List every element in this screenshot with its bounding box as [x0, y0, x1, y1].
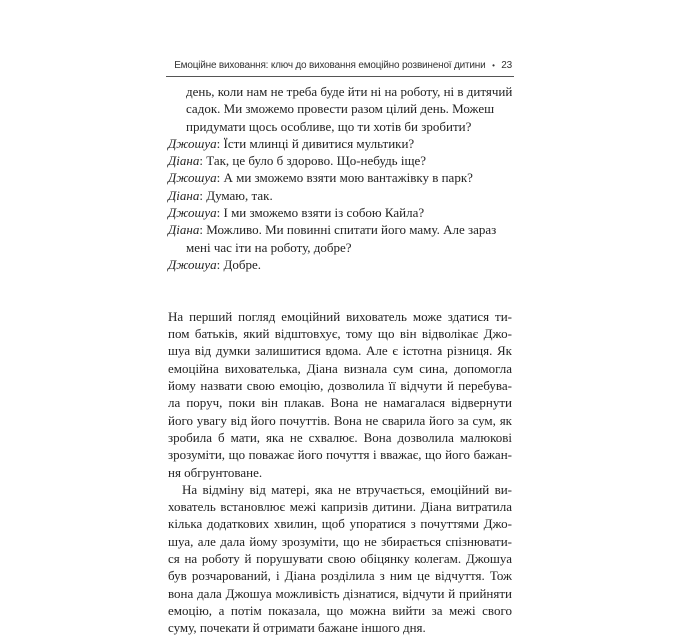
speaker-name: Діана	[168, 153, 200, 169]
page-number: 23	[501, 60, 512, 71]
dialogue-line	[168, 239, 512, 256]
paragraph-line: його увагу від його почуттів. Вона не сварила його за сум, як	[168, 412, 512, 428]
page-body	[168, 83, 512, 637]
paragraph-line: шуа від думки залишитися вдома. Але є істотна різниця. Як	[168, 343, 512, 359]
dialogue-text: : І ми зможемо взяти із собою Кайла?	[216, 205, 425, 221]
dialogue-line	[168, 152, 512, 169]
speaker-name: Діана	[168, 187, 200, 203]
paragraph-line: емоційна вихователька, Діана визнала сум сина, допомогла	[168, 360, 512, 376]
dialogue-text: : Так, це було б здорово. Що-небудь іще?	[199, 153, 427, 169]
paragraph-line: ся на роботу й порушувати свою обіцянку колегам. Джошуа	[168, 551, 512, 567]
paragraph-line: суму, почекати й отримати бажане іншого дня.	[168, 620, 426, 636]
speaker-name: Джошуа	[168, 135, 217, 151]
dialogue-continuation-line: садок. Ми зможемо провести разом цілий день. Можеш	[186, 101, 495, 117]
paragraph-line: ла поруч, поки він плакав. Вона не намагалася відвернути	[168, 395, 512, 411]
dialogue-line	[168, 187, 512, 204]
dialogue-line	[168, 204, 512, 221]
paragraph-line: вона дала Джошуа можливість дізнатися, відчути й прийняти	[168, 585, 512, 601]
paragraph-line: емоцію, а потім показала, що можна вийти за межі свого	[168, 602, 512, 618]
speaker-name: Джошуа	[168, 205, 217, 221]
dialogue-continuation-line: придумати щось особливе, що ти хотів би зробити?	[186, 118, 472, 134]
dialogue-line	[168, 169, 512, 186]
speaker-name: Джошуа	[168, 256, 217, 272]
dialogue-line	[168, 135, 512, 152]
paragraph-line: На перший погляд емоційний вихователь може здатися ти-	[168, 308, 512, 324]
paragraph-line: На відміну від матері, яка не втручається, емоційний ви-	[182, 481, 512, 497]
dialogue-text: мені час іти на роботу, добре?	[186, 239, 352, 255]
running-header	[174, 60, 512, 76]
paragraph-line: зрозуміти, що поважає його почуття і вважає, що його бажан-	[168, 447, 512, 463]
paragraph-line: пом батьків, який відштовхує, тому що він відволікає Джо-	[168, 326, 512, 342]
paragraph-2	[168, 481, 512, 637]
paragraph-line: йому назвати свою емоцію, дозволила її відчути й перебува-	[168, 378, 512, 394]
speaker-name: Діана	[168, 222, 200, 238]
header-bullet: •	[492, 61, 495, 70]
dialogue-text: : Можливо. Ми повинні спитати його маму. Але зараз	[199, 222, 497, 238]
dialogue-text: : А ми зможемо взяти мою вантажівку в парк?	[216, 170, 473, 186]
running-title: Емоційне виховання: ключ до виховання емоційно розвиненої дитини	[174, 60, 486, 71]
paragraph-line: кілька додаткових хвилин, щоб упоратися з почуттями Джо-	[168, 516, 512, 532]
section-gap	[168, 273, 512, 290]
paragraph-line: ня обгрунтоване.	[168, 464, 263, 480]
paragraph-1	[168, 308, 512, 481]
dialogue-text: : Думаю, так.	[199, 187, 273, 203]
dialogue-line	[168, 256, 512, 273]
paragraph-line: хователь встановлює межі капризів дитини. Діана витратила	[168, 499, 512, 515]
dialogue-line	[168, 221, 512, 238]
dialogue-text: : Добре.	[216, 256, 261, 272]
paragraph-line: був розчарований, і Діана розділила з ним це відчуття. Тож	[168, 568, 512, 584]
paragraph-line: шуа, але дала йому зрозуміти, що не збирається спізнювати-	[168, 533, 512, 549]
section-gap	[168, 291, 512, 308]
header-rule	[166, 76, 514, 77]
dialogue-text: : Їсти млинці й дивитися мультики?	[216, 135, 415, 151]
dialogue-block	[168, 83, 512, 273]
dialogue-continuation-line: день, коли нам не треба буде йти ні на роботу, ні в дитячий	[186, 84, 513, 99]
speaker-name: Джошуа	[168, 170, 217, 186]
paragraph-line: зробила б мати, яка не схвалює. Вона дозволила малюкові	[168, 429, 512, 445]
